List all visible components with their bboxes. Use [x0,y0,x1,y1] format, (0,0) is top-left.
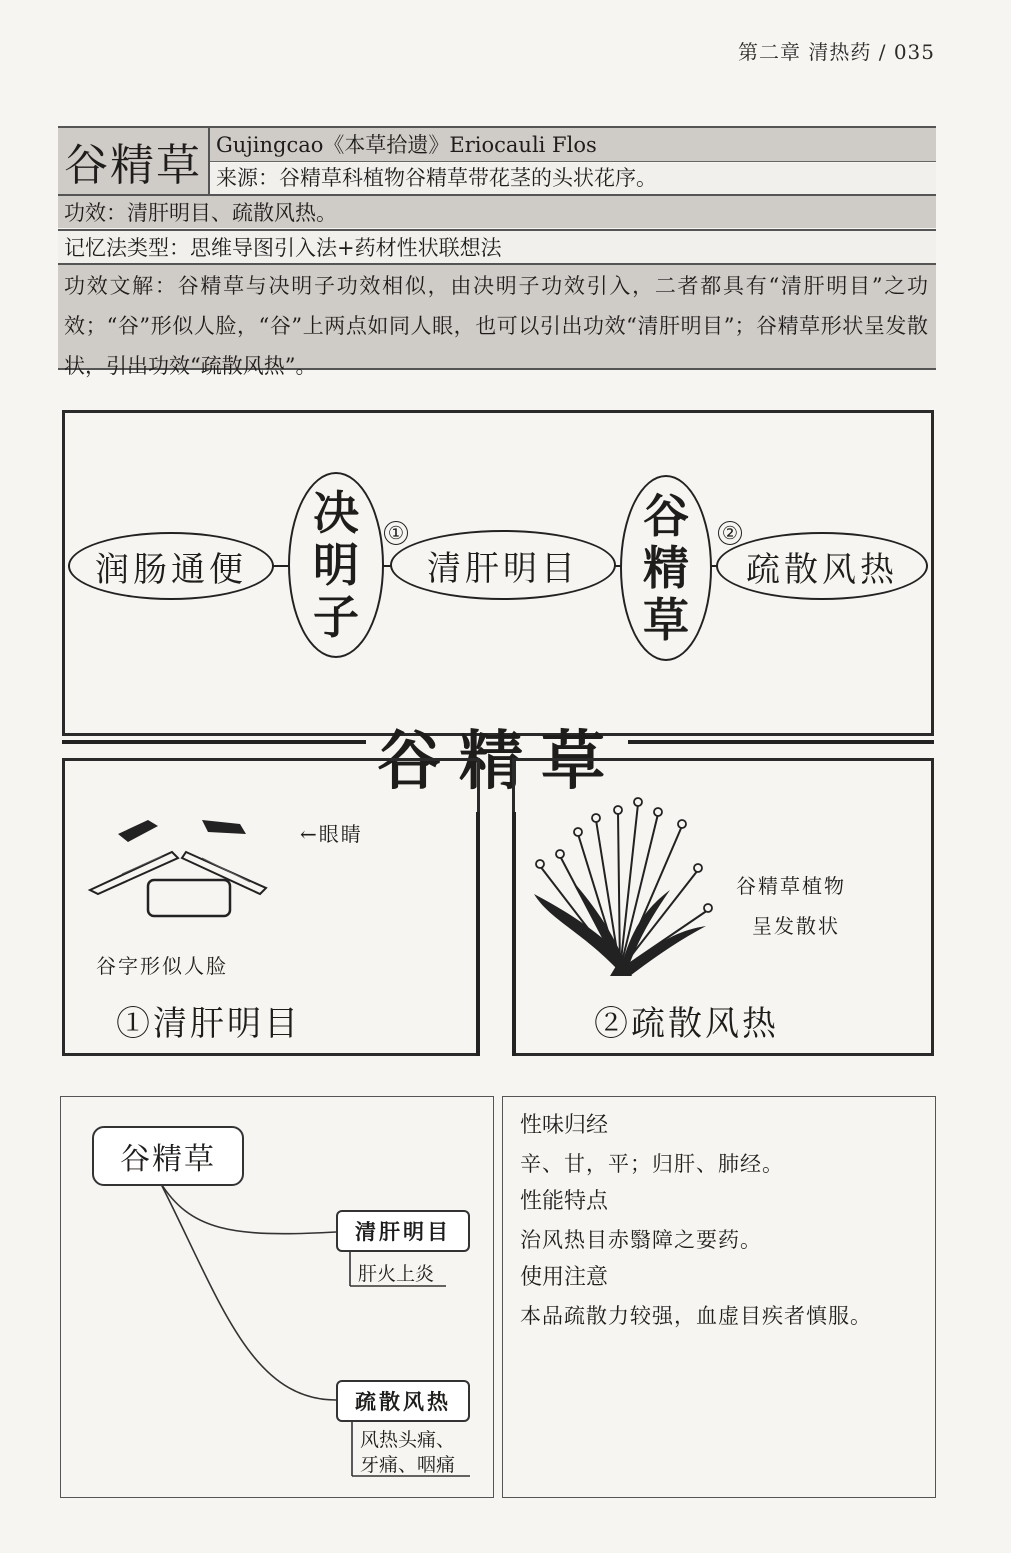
tree-root: 谷精草 [92,1126,244,1186]
gujingcao-char-1: 谷 [643,489,689,543]
properties-body-2: 治风热目赤翳障之要药。 [520,1228,762,1252]
marker-1: ① [384,521,408,545]
oval-runchang: 润肠通便 [68,532,274,600]
gujingcao-char-2: 精 [643,541,689,595]
juemingzi-char-2: 明 [313,538,359,592]
memory-type-row: 记忆法类型：思维导图引入法+药材性状联想法 [58,229,936,263]
plant-label-1: 谷精草植物 [736,874,846,898]
tree-leaf-1: 肝火上炎 [358,1263,435,1285]
gujingcao-char-3: 草 [643,593,689,647]
properties-heading-1: 性味归经 [520,1113,609,1138]
efficacy-row: 功效：清肝明目、疏散风热。 [58,194,936,228]
oval-qinggan: 清肝明目 [390,530,616,600]
latin-name: Gujingcao《本草拾遗》Eriocauli Flos [210,128,936,162]
tree-branch-1: 清肝明目 [336,1210,470,1252]
herb-source: 来源：谷精草科植物谷精草带花茎的头状花序。 [210,163,936,194]
running-head: 第二章 清热药 / 035 [738,40,935,64]
properties-heading-3: 使用注意 [520,1265,609,1290]
properties-body-1: 辛、甘，平；归肝、肺经。 [520,1152,784,1176]
center-title: 谷精草 [377,724,623,799]
tree-leaf-2-line-1: 风热头痛、 [360,1429,456,1451]
face-caption: 谷字形似人脸 [96,954,228,978]
oval-shusan: 疏散风热 [716,532,928,600]
properties-body-3: 本品疏散力较强，血虚目疾者慎服。 [520,1304,872,1328]
plant-label-2: 呈发散状 [752,914,840,938]
left-caption: ①清肝明目 [116,1004,301,1044]
tree-branch-2: 疏散风热 [336,1380,470,1422]
right-caption: ②疏散风热 [594,1004,779,1044]
properties-heading-2: 性能特点 [520,1189,609,1214]
juemingzi-char-3: 子 [313,590,359,644]
eye-label: ←眼睛 [300,822,363,846]
tree-leaf-2 [360,1428,455,1478]
marker-2: ② [718,521,742,545]
explanation-row: 功效文解：谷精草与决明子功效相似，由决明子功效引入，二者都具有“清肝明目”之功效；“谷”形似人脸，“谷”上两点如同人眼，也可以引出功效“清肝明目”；谷精草形状呈发散状，引出功效“疏散风热”。 [58,263,936,370]
herb-title: 谷精草 [58,128,210,194]
tree-leaf-2-line-2: 牙痛、咽痛 [360,1454,456,1476]
juemingzi-char-1: 决 [313,486,359,540]
